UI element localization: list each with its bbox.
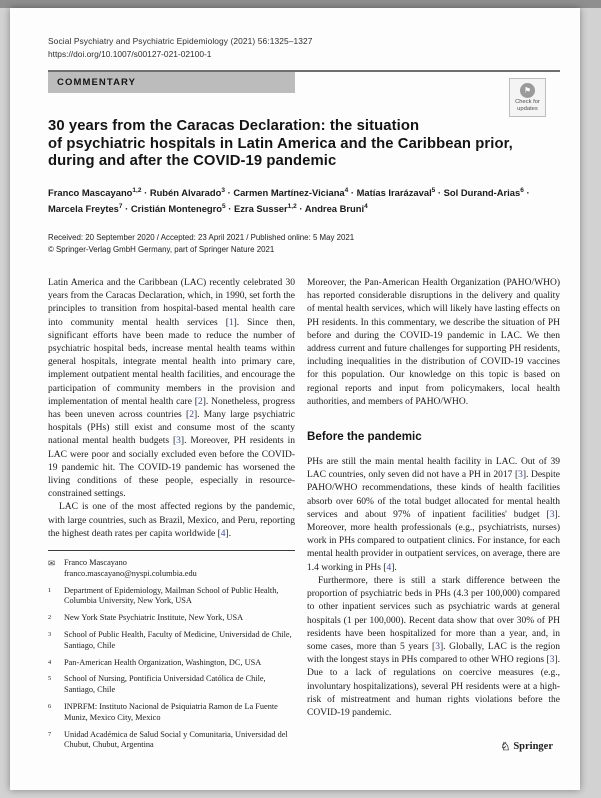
affiliation-number: 5 bbox=[48, 675, 52, 683]
citation-link[interactable]: 2 bbox=[189, 410, 194, 421]
author-separator: · bbox=[122, 203, 131, 215]
author-separator: · bbox=[141, 186, 150, 198]
author-separator: · bbox=[224, 186, 234, 198]
affiliation-number: 7 bbox=[48, 730, 52, 738]
author: Cristián Montenegro$^5$ bbox=[130, 202, 226, 215]
article-title bbox=[48, 118, 560, 171]
citation-link[interactable]: 3 bbox=[549, 655, 555, 666]
article-type-label: COMMENTARY bbox=[48, 72, 295, 93]
citation-link[interactable]: 4 bbox=[386, 562, 392, 573]
citation-link[interactable]: 3 bbox=[518, 470, 523, 481]
correspondence-name: Franco Mascayano bbox=[64, 558, 127, 568]
author: Andrea Bruni$^4$ bbox=[304, 202, 368, 215]
article-history-line: Received: 20 September 2020 / Accepted: 23 April 2021 / Published online: 5 May 2021 bbox=[48, 233, 355, 243]
check-for-updates-badge[interactable] bbox=[509, 78, 546, 117]
affiliation bbox=[48, 730, 295, 752]
author: Carmen Martínez-Viciana$^4$ bbox=[233, 186, 349, 198]
affiliation-text: School of Nursing, Pontificia Universidad Católica de Chile, Santiago, Chile bbox=[64, 674, 266, 695]
paragraph: PHs are still the main mental health facility in LAC. Out of 39 LAC countries, only seven did not have a PH in 2017 [3]. Despite PAHO/WHO recommendations, these kinds of health facilities absorb over 60% of the total budget allocated for mental health services and about 97% of inpatient facilities' budget [3]. Moreover, more health professionals (e.g., psychiatrists, nurses) work in PHs compared to outpatient clinics. For instance, for each mental health provider in outpatient services, on average, there are 1.4 working in PHs [4]. bbox=[307, 457, 561, 573]
affiliation bbox=[48, 674, 295, 696]
author: Rubén Alvarado$^3$ bbox=[149, 186, 225, 198]
affiliation-number: 6 bbox=[48, 703, 52, 711]
title-line-1: 30 years from the Caracas Declaration: the situation bbox=[48, 118, 420, 134]
author-list bbox=[48, 184, 548, 216]
affiliation bbox=[48, 658, 295, 669]
article-type-bar bbox=[48, 70, 560, 112]
scan-top-band bbox=[0, 0, 601, 8]
title-line-3: during and after the COVID-19 pandemic bbox=[48, 153, 337, 170]
author: Matías Irarázaval$^5$ bbox=[356, 186, 436, 198]
paragraph: Furthermore, there is still a stark difference between the proportion of psychiatric beds in PHs (4.3 per 100,000) compared to other inpatient services such as psychiatric wards at general hospitals (1 per 100,000). Recent data show that over 30% of PH residents have been hospitalized for more than a year, and, in some cases, more than 5 years [3]. Globally, LAC is the region with the longest stays in PHs compared to other WHO regions [3]. Due to a lack of regulations on coercive measures (e.g., involuntary hospitalizations), several PH residents were at a high-risk of mistreatment and human rights violations before the COVID-19 pandemic. bbox=[307, 575, 560, 718]
affiliation bbox=[48, 613, 295, 624]
paragraph: Latin America and the Caribbean (LAC) recently celebrated 30 years from the Caracas Declaration, which, in 1990, set forth the principles to transition from hospital-based mental health care into community mental health services [1]. Since then, significant efforts have been made to reduce the number of psychiatric hospital beds, increase mental health teams within general hospitals, integrate mental health into primary care, implement outpatient mental health facilities, and encourage the participation of community members in the provision and implementation of mental health care [2]. Nonetheless, progress has been uneven across countries [2]. Many large psychiatric hospitals (PHs) still exist and consume most of the scanty national mental health budgets [3]. Moreover, PH residents in LAC were poor and socially excluded even before the COVID-19 pandemic hit. The COVID-19 pandemic has worsened the living conditions of these people, especially in resource-constrained settings. bbox=[48, 278, 295, 500]
envelope-icon: ✉ bbox=[48, 558, 56, 569]
author: Marcela Freytes$^7$ bbox=[48, 202, 123, 215]
citation-link[interactable]: 1 bbox=[228, 317, 234, 328]
paragraph: LAC is one of the most affected regions by the pandemic, with large countries, such as Brazil, Mexico, and Peru, reporting the highest death rates per capita worldwide [4]. bbox=[48, 502, 295, 539]
affiliation-text: Department of Epidemiology, Mailman School of Public Health, Columbia University, New York, USA bbox=[64, 585, 279, 606]
springer-knight-icon: ♘ bbox=[500, 741, 511, 753]
citation-link[interactable]: 3 bbox=[435, 641, 440, 652]
correspondence-block bbox=[48, 558, 295, 580]
author: Ezra Susser$^{1,2}$ bbox=[233, 202, 297, 215]
author: Franco Mascayano$^{1,2}$ bbox=[48, 186, 142, 198]
right-column bbox=[307, 277, 560, 751]
section-heading-before-the-pandemic: Before the pandemic bbox=[307, 430, 422, 444]
affiliation-text: INPRFM: Instituto Nacional de Psiquiatria Ramon de La Fuente Muniz, Mexico City, Mexico bbox=[64, 702, 278, 722]
springer-publisher-logo bbox=[500, 740, 553, 753]
doi-link[interactable]: https://doi.org/10.1007/s00127-021-02100-1 bbox=[48, 49, 212, 59]
check-badge-line1: Check for bbox=[515, 98, 540, 105]
affiliation-text: School of Public Health, Faculty of Medicine, Universidad de Chile, Santiago, Chile bbox=[64, 630, 292, 650]
author-separator: · bbox=[435, 186, 444, 198]
left-column bbox=[48, 277, 295, 751]
citation-link[interactable]: 3 bbox=[176, 436, 181, 447]
footnote-block bbox=[48, 550, 295, 751]
affiliation bbox=[48, 630, 295, 652]
affiliation-number: 3 bbox=[48, 631, 52, 639]
affiliation-text: Unidad Académica de Salud Social y Comunitaria, Universidad del Chubut, Chubut, Argentina bbox=[64, 729, 288, 750]
title-line-2: of psychiatric hospitals in Latin America and the Caribbean prior, bbox=[48, 135, 513, 152]
article-page bbox=[10, 8, 580, 790]
affiliation-list bbox=[48, 586, 295, 752]
publisher-name: Springer bbox=[513, 741, 553, 752]
author-separator: · bbox=[523, 186, 530, 198]
check-badge-line2: updates bbox=[517, 105, 538, 112]
author-separator: · bbox=[225, 203, 234, 215]
article-body bbox=[48, 277, 560, 751]
affiliation-number: 4 bbox=[48, 658, 52, 666]
copyright-line: © Springer-Verlag GmbH Germany, part of Springer Nature 2021 bbox=[48, 245, 275, 255]
author-separator: · bbox=[348, 186, 357, 198]
journal-citation-line: Social Psychiatry and Psychiatric Epidemiology (2021) 56:1325–1327 bbox=[48, 36, 313, 46]
affiliation bbox=[48, 586, 295, 608]
affiliation-number: 2 bbox=[48, 614, 52, 622]
citation-link[interactable]: 4 bbox=[220, 528, 226, 539]
author: Sol Durand-Arias$^6$ bbox=[443, 186, 524, 198]
crossmark-icon: ⚑ bbox=[520, 83, 535, 98]
affiliation bbox=[48, 702, 295, 724]
author-separator: · bbox=[296, 203, 305, 215]
affiliation-number: 1 bbox=[48, 586, 52, 594]
citation-link[interactable]: 2 bbox=[197, 396, 203, 407]
citation-link[interactable]: 3 bbox=[549, 509, 555, 520]
affiliation-text: Pan-American Health Organization, Washington, DC, USA bbox=[64, 657, 262, 667]
paragraph: Moreover, the Pan-American Health Organization (PAHO/WHO) has reported considerable disruptions in the delivery and quality of mental health services, which will likely have lasting effects on PH residents. In this commentary, we describe the situation of PH before and during the COVID-19 pandemic in LAC. We then address current and future challenges for supporting PH residents, including inequalities in the distribution of COVID-19 vaccines for this population. Our knowledge on this topic is based on regional reports and input from policymakers, local health authorities, and members of PAHO/WHO. bbox=[307, 278, 560, 407]
correspondence-email-link[interactable]: franco.mascayano@nyspi.columbia.edu bbox=[64, 568, 197, 578]
affiliation-text: New York State Psychiatric Institute, New York, USA bbox=[64, 613, 244, 623]
